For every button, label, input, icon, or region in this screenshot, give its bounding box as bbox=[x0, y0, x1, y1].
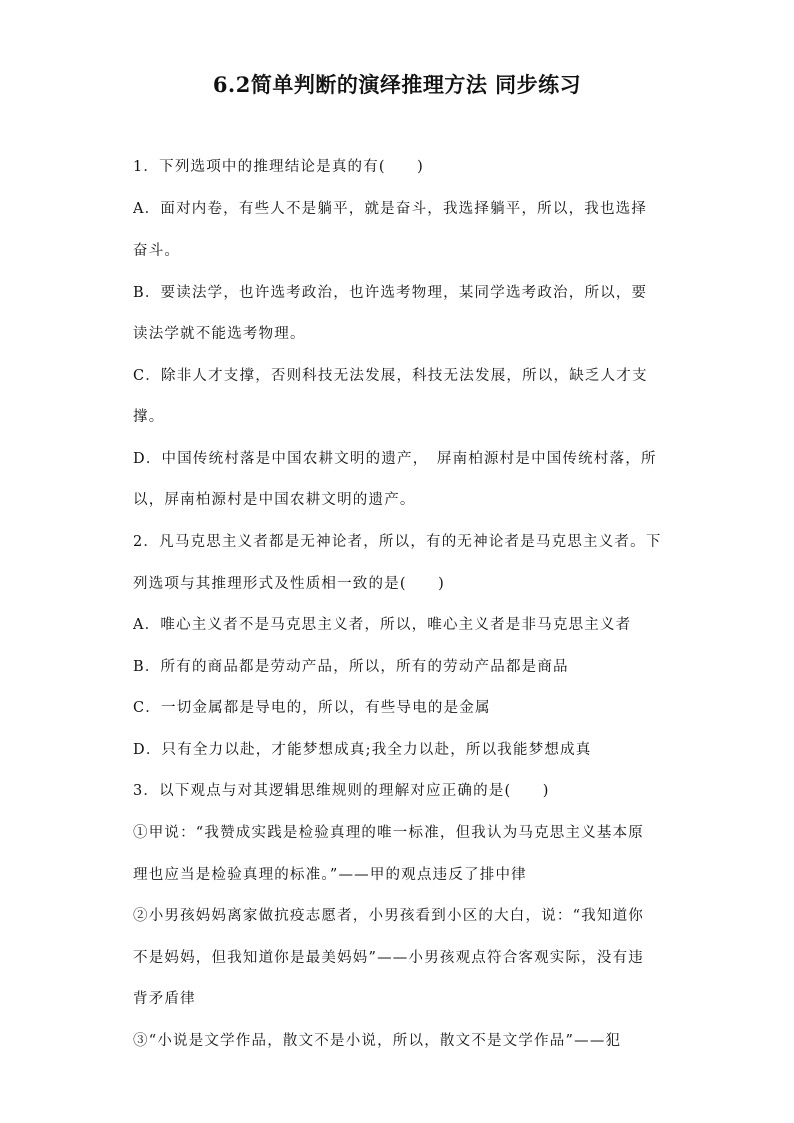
question-1-option-d-continued: 以，屏南柏源村是中国农耕文明的遗产。 bbox=[133, 492, 416, 508]
question-1-option-a: A．面对内卷，有些人不是躺平，就是奋斗，我选择躺平，所以，我也选择 bbox=[133, 201, 648, 217]
question-1-option-d: D．中国传统村落是中国农耕文明的遗产， 屏南柏源村是中国传统村落，所 bbox=[133, 451, 657, 467]
question-2-stem-continued: 列选项与其推理形式及性质相一致的是( ) bbox=[133, 576, 446, 592]
question-3-statement-2-continued-2: 背矛盾律 bbox=[133, 991, 196, 1007]
document-title: 6.2简单判断的演绎推理方法 同步练习 bbox=[212, 72, 582, 97]
question-2-option-d: D．只有全力以赴，才能梦想成真;我全力以赴，所以我能梦想成真 bbox=[133, 742, 592, 758]
question-2-stem: 2．凡马克思主义者都是无神论者，所以，有的无神论者是马克思主义者。下 bbox=[133, 534, 662, 550]
question-3-statement-3: ③“小说是文学作品，散文不是小说，所以，散文不是文学作品”——犯 bbox=[133, 1033, 622, 1049]
question-1-option-b: B．要读法学，也许选考政治，也许选考物理，某同学选考政治，所以，要 bbox=[133, 285, 648, 301]
question-2-option-a: A．唯心主义者不是马克思主义者，所以，唯心主义者是非马克思主义者 bbox=[133, 617, 632, 633]
question-3-statement-1: ①甲说：“我赞成实践是检验真理的唯一标准，但我认为马克思主义基本原 bbox=[133, 825, 645, 841]
question-2-option-b: B．所有的商品都是劳动产品，所以，所有的劳动产品都是商品 bbox=[133, 659, 569, 675]
question-3-statement-2: ②小男孩妈妈离家做抗疫志愿者，小男孩看到小区的大白，说：“我知道你 bbox=[133, 908, 645, 924]
question-1-option-c-continued: 撑。 bbox=[133, 409, 165, 425]
question-3-statement-2-continued: 不是妈妈，但我知道你是最美妈妈”——小男孩观点符合客观实际，没有违 bbox=[133, 950, 645, 966]
question-1-stem: 1．下列选项中的推理结论是真的有( ) bbox=[133, 159, 425, 175]
question-1-option-a-continued: 奋斗。 bbox=[133, 243, 181, 259]
question-2-option-c: C．一切金属都是导电的，所以，有些导电的是金属 bbox=[133, 700, 491, 716]
question-3-statement-1-continued: 理也应当是检验真理的标准。”——甲的观点违反了排中律 bbox=[133, 867, 527, 883]
question-1-option-b-continued: 读法学就不能选考物理。 bbox=[133, 326, 306, 342]
question-3-stem: 3．以下观点与对其逻辑思维规则的理解对应正确的是( ) bbox=[133, 783, 550, 799]
question-1-option-c: C．除非人才支撑，否则科技无法发展，科技无法发展，所以，缺乏人才支 bbox=[133, 368, 648, 384]
